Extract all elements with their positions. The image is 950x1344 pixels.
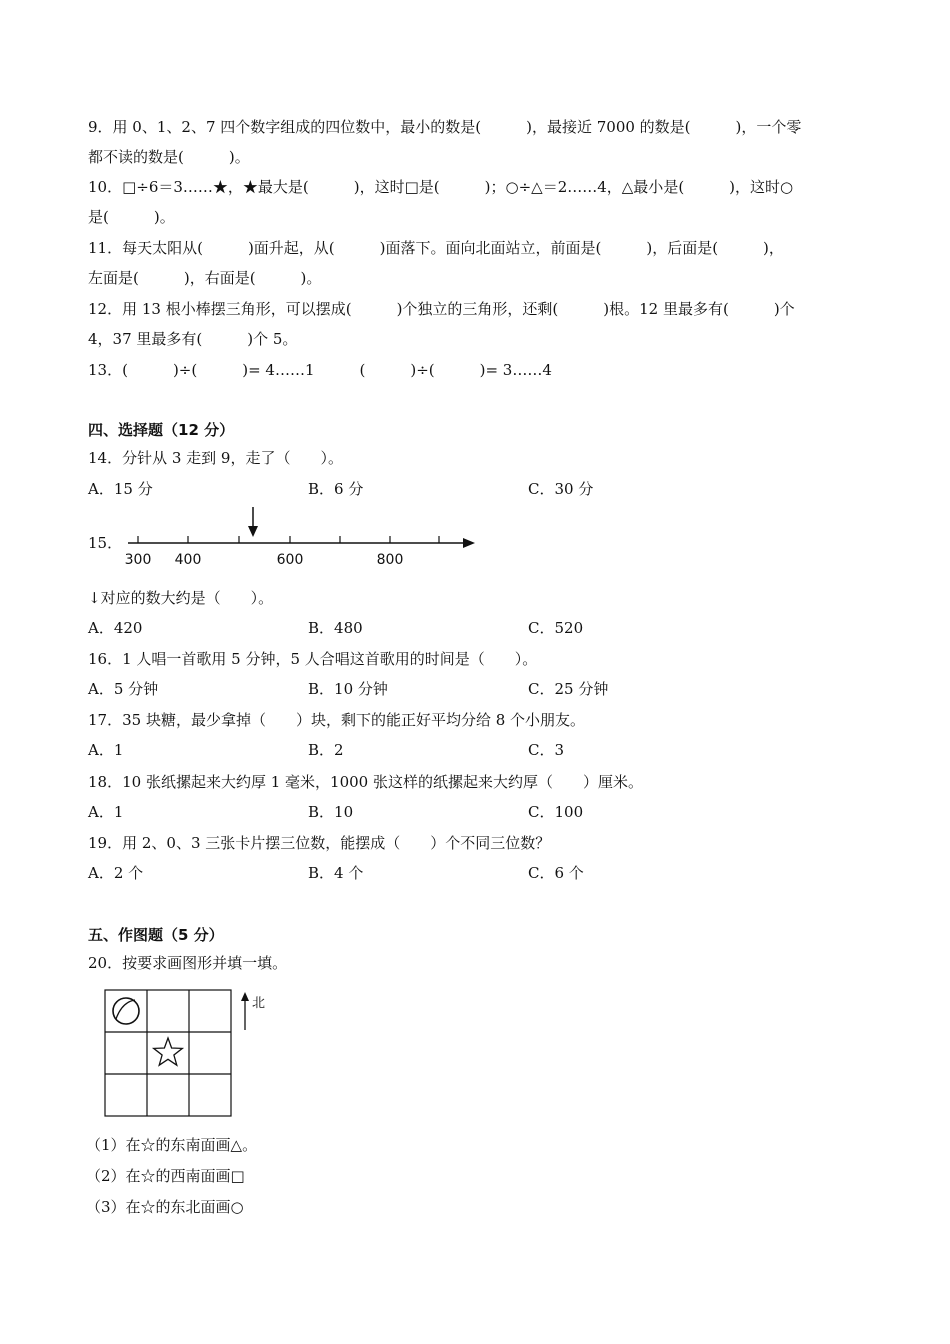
number-line xyxy=(120,505,480,571)
pointer-arrowhead xyxy=(248,526,258,537)
q17-option-b: B．2 xyxy=(308,741,344,759)
q14-option-a: A．15 分 xyxy=(88,480,153,498)
number-line-arrowhead xyxy=(463,538,475,548)
section5-title: 五、作图题（5 分） xyxy=(88,926,224,944)
q10-line2: 是( )。 xyxy=(88,208,175,226)
q16-option-b: B．10 分钟 xyxy=(308,680,388,698)
q18-option-b: B．10 xyxy=(308,803,354,821)
north-label: 北 xyxy=(252,996,266,1011)
north-arrowhead xyxy=(241,992,249,1001)
q19-option-a: A．2 个 xyxy=(88,864,144,882)
q15-stem: ↓对应的数大约是（ ）。 xyxy=(88,589,274,607)
grid-border xyxy=(105,990,231,1116)
q20-sub3: （3）在☆的东北面画○ xyxy=(86,1198,244,1216)
tick-label-300: 300 xyxy=(124,552,152,568)
q17-option-c: C．3 xyxy=(528,741,565,759)
q20-sub1: （1）在☆的东南面画△。 xyxy=(86,1136,258,1154)
q11-line1: 11．每天太阳从( )面升起，从( )面落下。面向北面站立，前面是( )，后面是( )， xyxy=(88,239,784,257)
q19-option-c: C．6 个 xyxy=(528,864,584,882)
q16-stem: 16．1 人唱一首歌用 5 分钟，5 人合唱这首歌用的时间是（ ）。 xyxy=(88,650,538,668)
q15-option-a: A．420 xyxy=(88,619,143,637)
ball-icon xyxy=(113,998,139,1024)
q19-option-b: B．4 个 xyxy=(308,864,364,882)
q14-option-c: C．30 分 xyxy=(528,480,594,498)
q12-line2: 4，37 里最多有( )个 5。 xyxy=(88,330,298,348)
q18-stem: 18．10 张纸摞起来大约厚 1 毫米，1000 张这样的纸摞起来大约厚（ ）厘米。 xyxy=(88,773,643,791)
q20-sub2: （2）在☆的西南面画□ xyxy=(86,1167,245,1185)
q15-option-b: B．480 xyxy=(308,619,363,637)
tick-label-400: 400 xyxy=(174,552,202,568)
star-icon xyxy=(154,1038,183,1065)
q15-number: 15． xyxy=(88,534,123,552)
direction-grid xyxy=(100,985,280,1120)
q18-option-c: C．100 xyxy=(528,803,584,821)
q12-line1: 12．用 13 根小棒摆三角形，可以摆成( )个独立的三角形，还剩( )根。12 里最多有( )个 xyxy=(88,300,795,318)
q20-stem: 20．按要求画图形并填一填。 xyxy=(88,954,288,972)
q16-option-c: C．25 分钟 xyxy=(528,680,609,698)
tick-label-600: 600 xyxy=(276,552,304,568)
q15-option-c: C．520 xyxy=(528,619,584,637)
q18-option-a: A．1 xyxy=(88,803,124,821)
q9-line2: 都不读的数是( )。 xyxy=(88,148,250,166)
q10-line1: 10．□÷6＝3……★，★最大是( )，这时□是( )；○÷△＝2……4，△最小是( )，这时○ xyxy=(88,178,794,196)
q14-stem: 14．分针从 3 走到 9，走了（ ）。 xyxy=(88,449,343,467)
tick-label-800: 800 xyxy=(376,552,404,568)
q14-option-b: B．6 分 xyxy=(308,480,364,498)
q11-line2: 左面是( )，右面是( )。 xyxy=(88,269,322,287)
q16-option-a: A．5 分钟 xyxy=(88,680,159,698)
q13-line1: 13．( )÷( )= 4……1 ( )÷( )= 3……4 xyxy=(88,361,552,379)
q17-option-a: A．1 xyxy=(88,741,124,759)
q9-line1: 9．用 0、1、2、7 四个数字组成的四位数中，最小的数是( )，最接近 7000 的数是( )，一个零 xyxy=(88,118,802,136)
section4-title: 四、选择题（12 分） xyxy=(88,421,235,439)
q17-stem: 17．35 块糖，最少拿掉（ ）块，剩下的能正好平均分给 8 个小朋友。 xyxy=(88,711,586,729)
q19-stem: 19．用 2、0、3 三张卡片摆三位数，能摆成（ ）个不同三位数？ xyxy=(88,834,551,852)
